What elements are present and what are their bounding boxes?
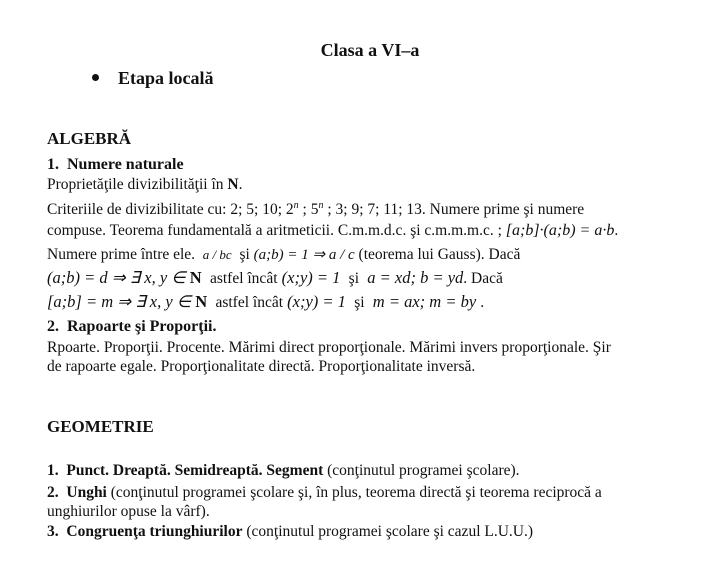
formula: (a;b) = d ⇒ ∃ x, y ∈ — [47, 268, 186, 287]
exponent: n — [318, 200, 324, 211]
set-n-symbol: N — [195, 292, 208, 311]
algebra-section-2-title — [47, 318, 216, 336]
set-n-symbol: N — [227, 176, 239, 193]
formula: m = ax; m = by — [372, 292, 477, 311]
text: ; 5 — [298, 201, 319, 219]
geometry-item-1 — [47, 462, 520, 480]
item-text: (conţinutul programei şcolare şi cazul L.U.U.) — [246, 523, 534, 540]
algebra-section-1-title — [47, 156, 184, 174]
text: ; 3; 9; 7; 11; 13. Numere prime şi numere — [323, 201, 585, 219]
text: Criteriile de divizibilitate cu: 2; 5; 10; 2 — [47, 201, 294, 219]
algebra-line-4 — [47, 245, 520, 264]
text: şi — [348, 270, 359, 287]
section-title: Numere naturale — [67, 156, 184, 173]
page-title: Clasa a VI–a — [320, 40, 420, 60]
text: . — [238, 176, 243, 193]
formula: a = xd; b = yd — [367, 268, 464, 287]
algebra-heading: ALGEBRĂ — [47, 129, 132, 148]
text: astfel încât — [209, 270, 278, 287]
text: Proprietăţile divizibilităţii în — [47, 176, 228, 193]
formula: (x;y) = 1 — [281, 268, 341, 287]
text: şi — [239, 246, 250, 263]
text: şi — [354, 294, 365, 311]
item-text: (conţinutul programei şcolare şi, în plus, teorema directă şi teorema reciprocă a — [110, 484, 602, 501]
formula: (a;b) = 1 ⇒ a / c — [253, 247, 355, 263]
algebra-line-5 — [47, 268, 503, 288]
set-n-symbol: N — [189, 268, 202, 287]
item-number: 2. — [47, 484, 59, 501]
formula: [a;b] = m ⇒ ∃ x, y ∈ — [47, 292, 192, 311]
item-title: Punct. Dreaptă. Semidreaptă. Segment — [66, 462, 324, 479]
algebra-line-6 — [47, 292, 484, 312]
exponent: n — [293, 200, 299, 211]
text: . — [614, 222, 619, 239]
formula: a / bc — [202, 247, 232, 262]
section-number: 1. — [47, 156, 59, 173]
stage-bullet — [92, 68, 214, 89]
geometry-item-3 — [47, 523, 533, 541]
item-text: (conţinutul programei şcolare). — [327, 462, 520, 479]
text: (teorema lui Gauss). Dacă — [358, 246, 521, 263]
algebra-line-1 — [47, 176, 242, 194]
text: astfel încât — [215, 294, 284, 311]
text: . Dacă — [463, 270, 503, 287]
algebra-line-3 — [47, 222, 618, 240]
item-title: Unghi — [66, 484, 107, 501]
text: Numere prime între ele. — [47, 246, 196, 263]
item-title: Congruenţa triunghiurilor — [66, 523, 243, 540]
item-number: 1. — [47, 462, 59, 479]
geometry-heading: GEOMETRIE — [47, 417, 154, 436]
section-number: 2. — [47, 318, 59, 335]
formula: [a;b]·(a;b) = a·b — [505, 222, 615, 239]
text: compuse. Teorema fundamentală a aritmeticii. C.m.m.d.c. şi c.m.m.m.c. ; — [47, 222, 502, 239]
stage-label: Etapa locală — [118, 68, 214, 88]
geometry-item-2-cont: unghiurilor opuse la vârf). — [47, 503, 210, 520]
algebra-line-2 — [47, 200, 584, 219]
formula: (x;y) = 1 — [287, 292, 346, 311]
algebra-line-8: de rapoarte egale. Proporţionalitate directă. Proporţionalitate inversă. — [47, 358, 476, 375]
geometry-item-2 — [47, 484, 602, 502]
algebra-line-7: Rpoarte. Proporţii. Procente. Mărimi direct proporţionale. Mărimi invers proporţionale. Şir — [47, 339, 611, 356]
text: . — [480, 294, 485, 311]
item-number: 3. — [47, 523, 59, 540]
section-title: Rapoarte şi Proporţii. — [67, 318, 217, 335]
bullet-icon — [92, 74, 99, 81]
